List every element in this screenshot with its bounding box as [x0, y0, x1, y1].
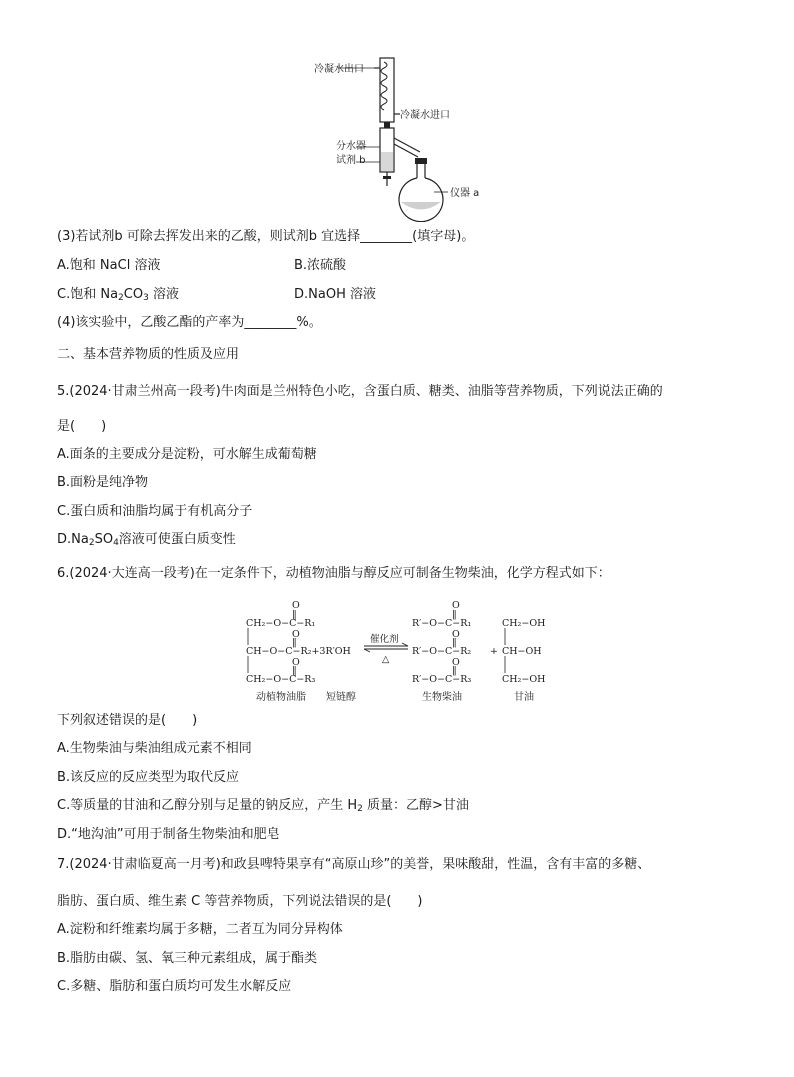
- svg-text:R′−O−C−R₁: R′−O−C−R₁: [412, 618, 472, 629]
- label-glycerol: 甘油: [514, 692, 534, 703]
- q5-option-b: B.面粉是纯净物: [57, 475, 149, 490]
- q5-stem-cont: 是( ): [57, 419, 107, 434]
- svg-text:R′−O−C−R₃: R′−O−C−R₃: [412, 674, 472, 685]
- q7-option-c: C.多糖、脂肪和蛋白质均可发生水解反应: [57, 979, 292, 994]
- svg-text:O: O: [292, 629, 300, 640]
- label-water-separator: 分水器: [336, 141, 366, 152]
- q5-stem: 5.(2024·甘肃兰州高一段考)牛肉面是兰州特色小吃，含蛋白质、糖类、油脂等营养物质，下列说法正确的: [57, 384, 663, 399]
- svg-text:‖: ‖: [292, 609, 297, 620]
- svg-text:CH₂−OH: CH₂−OH: [502, 618, 546, 629]
- svg-text:‖: ‖: [292, 637, 297, 648]
- svg-text:O: O: [452, 657, 460, 668]
- label-instrument-a: 仪器 a: [450, 188, 480, 199]
- q5-option-a: A.面条的主要成分是淀粉，可水解生成葡萄糖: [57, 447, 317, 462]
- svg-text:CH₂−OH: CH₂−OH: [502, 674, 546, 685]
- q3-option-b: B.浓硫酸: [294, 258, 347, 273]
- q6-option-d: D.“地沟油”可用于制备生物柴油和肥皂: [57, 827, 280, 842]
- svg-text:‖: ‖: [452, 665, 457, 676]
- q5-option-c: C.蛋白质和油脂均属于有机高分子: [57, 504, 253, 519]
- q3-option-c: C.饱和 $Na_2CO_3$ 溶液: [57, 287, 179, 303]
- apparatus-diagram: [300, 52, 500, 222]
- q6-question: 下列叙述错误的是( ): [57, 713, 198, 728]
- svg-text:△: △: [382, 654, 390, 665]
- q7-stem: 7.(2024·甘肃临夏高一月考)和政县啤特果享有“高原山珍”的美誉，果味酸甜，性温，含有丰富的多糖、: [57, 857, 651, 872]
- section-title: 二、基本营养物质的性质及应用: [57, 347, 240, 362]
- q3-stem: (3)若试剂b 可除去挥发出来的乙酸，则试剂b 宜选择________(填字母)。: [57, 229, 475, 244]
- q4-stem: (4)该实验中，乙酸乙酯的产率为________%。: [57, 315, 322, 330]
- svg-text:‖: ‖: [452, 637, 457, 648]
- label-condenser-outlet: 冷凝水出口: [314, 64, 364, 75]
- label-reagent-b: 试剂 b: [336, 155, 366, 166]
- q5-option-d: $D.Na_2SO_4$溶液可使蛋白质变性: [57, 532, 236, 548]
- label-biodiesel: 生物柴油: [422, 692, 462, 703]
- label-condenser-inlet: 冷凝水进口: [400, 110, 450, 121]
- label-fat: 动植物油脂: [256, 692, 306, 703]
- q7-option-b: B.脂肪由碳、氢、氧三种元素组成，属于酯类: [57, 951, 318, 966]
- svg-text:O: O: [452, 629, 460, 640]
- q6-option-b: B.该反应的反应类型为取代反应: [57, 770, 240, 785]
- svg-text:O: O: [452, 600, 460, 611]
- q7-stem-cont: 脂肪、蛋白质、维生素 C 等营养物质，下列说法错误的是( ): [57, 894, 423, 909]
- svg-text:‖: ‖: [452, 609, 457, 620]
- reaction-equation: [240, 596, 560, 708]
- q6-option-c: C.等质量的甘油和乙醇分别与足量的钠反应，产生 $H_2$ 质量：乙醇>甘油: [57, 798, 469, 814]
- q6-stem: 6.(2024·大连高一段考)在一定条件下，动植物油脂与醇反应可制备生物柴油，化学方程式如下：: [57, 566, 611, 581]
- svg-text:CH₂−O−C−R₁: CH₂−O−C−R₁: [246, 618, 316, 629]
- svg-text:+: +: [490, 646, 498, 657]
- svg-text:CH−O−C−R₂+3R′OH: CH−O−C−R₂+3R′OH: [246, 646, 351, 657]
- svg-text:O: O: [292, 600, 300, 611]
- svg-text:CH₂−O−C−R₃: CH₂−O−C−R₃: [246, 674, 316, 685]
- q3-option-a: A.饱和 NaCl 溶液: [57, 258, 161, 273]
- label-alcohol: 短链醇: [326, 692, 356, 703]
- svg-text:催化剂: 催化剂: [370, 634, 399, 645]
- q6-option-a: A.生物柴油与柴油组成元素不相同: [57, 741, 252, 756]
- q7-option-a: A.淀粉和纤维素均属于多糖，二者互为同分异构体: [57, 922, 343, 937]
- svg-text:R′−O−C−R₂: R′−O−C−R₂: [412, 646, 472, 657]
- svg-text:‖: ‖: [292, 665, 297, 676]
- q3-option-d: D.NaOH 溶液: [294, 287, 376, 302]
- svg-text:O: O: [292, 657, 300, 668]
- svg-text:CH−OH: CH−OH: [502, 646, 542, 657]
